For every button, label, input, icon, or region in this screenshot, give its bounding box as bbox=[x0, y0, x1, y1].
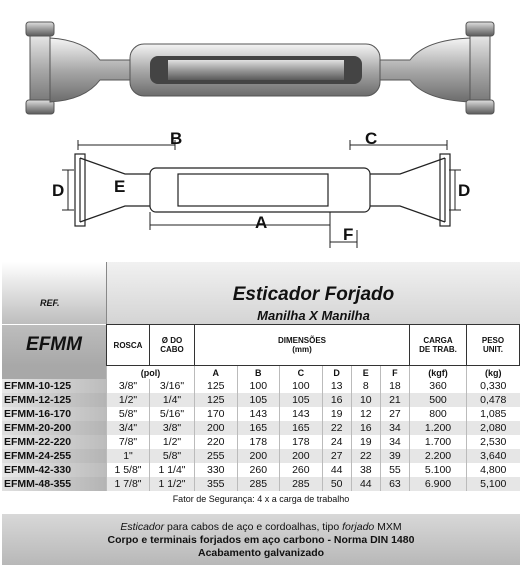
label-d-left: D bbox=[52, 181, 65, 200]
unit-pol: (pol) bbox=[107, 366, 195, 380]
ref-label: REF. bbox=[40, 298, 60, 308]
cell-e: 38 bbox=[351, 463, 380, 477]
col-peso-line2: UNIT. bbox=[483, 345, 503, 354]
table-header bbox=[2, 262, 520, 324]
cell-rosca: 3/8" bbox=[107, 379, 150, 393]
cell-peso: 4,800 bbox=[467, 463, 520, 477]
row-ref-code: EFMM-20-200 bbox=[2, 421, 107, 435]
cell-a: 355 bbox=[195, 477, 238, 491]
cell-b: 165 bbox=[237, 421, 280, 435]
cell-rosca: 7/8" bbox=[107, 435, 150, 449]
row-ref-code: EFMM-12-125 bbox=[2, 393, 107, 407]
cell-carga: 800 bbox=[410, 407, 467, 421]
cell-c: 105 bbox=[280, 393, 323, 407]
cell-f: 21 bbox=[380, 393, 409, 407]
cell-a: 170 bbox=[195, 407, 238, 421]
cell-cabo: 1/2" bbox=[150, 435, 195, 449]
label-a: A bbox=[255, 213, 268, 232]
row-ref-code: EFMM-22-220 bbox=[2, 435, 107, 449]
cell-carga: 1.700 bbox=[410, 435, 467, 449]
cell-cabo: 1 1/2" bbox=[150, 477, 195, 491]
ref-code: EFMM bbox=[26, 334, 82, 355]
cell-e: 44 bbox=[351, 477, 380, 491]
label-e: E bbox=[114, 177, 126, 196]
units-row bbox=[2, 366, 520, 380]
cell-peso: 0,478 bbox=[467, 393, 520, 407]
col-rosca: ROSCA bbox=[107, 325, 150, 366]
col-peso-line1: PESO bbox=[481, 336, 505, 345]
row-ref-code: EFMM-48-355 bbox=[2, 477, 107, 491]
col-peso bbox=[467, 325, 520, 366]
cell-e: 19 bbox=[351, 435, 380, 449]
cell-c: 100 bbox=[280, 379, 323, 393]
table-row bbox=[2, 477, 520, 491]
footer-description bbox=[2, 514, 520, 565]
cell-e: 16 bbox=[351, 421, 380, 435]
cell-d: 44 bbox=[322, 463, 351, 477]
footer-line-1 bbox=[2, 521, 520, 533]
title-box bbox=[107, 262, 520, 324]
cell-d: 24 bbox=[322, 435, 351, 449]
col-carga-line2: DE TRAB. bbox=[419, 345, 457, 354]
unit-d: D bbox=[322, 366, 351, 380]
table-row bbox=[2, 407, 520, 421]
col-carga-line1: CARGA bbox=[423, 336, 453, 345]
table-row bbox=[2, 393, 520, 407]
cell-rosca: 3/4" bbox=[107, 421, 150, 435]
cell-carga: 500 bbox=[410, 393, 467, 407]
footer-italic-1: Esticador bbox=[120, 521, 165, 533]
cell-d: 50 bbox=[322, 477, 351, 491]
unit-a: A bbox=[195, 366, 238, 380]
footer-line-3: Acabamento galvanizado bbox=[197, 547, 325, 559]
cell-cabo: 5/8" bbox=[150, 449, 195, 463]
table-row bbox=[2, 379, 520, 393]
cell-cabo: 1/4" bbox=[150, 393, 195, 407]
label-c: C bbox=[365, 130, 378, 148]
cell-b: 285 bbox=[237, 477, 280, 491]
cell-peso: 2,080 bbox=[467, 421, 520, 435]
unit-c: C bbox=[280, 366, 323, 380]
cell-c: 285 bbox=[280, 477, 323, 491]
column-header-row bbox=[2, 325, 520, 366]
cell-f: 39 bbox=[380, 449, 409, 463]
col-cabo-line1: Ø DO bbox=[161, 336, 183, 345]
cell-cabo: 5/16" bbox=[150, 407, 195, 421]
cell-c: 165 bbox=[280, 421, 323, 435]
footer-italic-2: forjado bbox=[342, 521, 375, 533]
cell-a: 200 bbox=[195, 421, 238, 435]
cell-a: 330 bbox=[195, 463, 238, 477]
label-f: F bbox=[343, 225, 354, 244]
cell-f: 63 bbox=[380, 477, 409, 491]
label-d-right: D bbox=[458, 181, 471, 200]
cell-d: 19 bbox=[322, 407, 351, 421]
cell-b: 178 bbox=[237, 435, 280, 449]
turnbuckle-photo bbox=[0, 0, 522, 130]
unit-kg: (kg) bbox=[467, 366, 520, 380]
cell-rosca: 1" bbox=[107, 449, 150, 463]
table-row bbox=[2, 449, 520, 463]
cell-d: 22 bbox=[322, 421, 351, 435]
cell-f: 34 bbox=[380, 435, 409, 449]
cell-rosca: 1/2" bbox=[107, 393, 150, 407]
product-subtitle: Manilha X Manilha bbox=[257, 308, 370, 323]
cell-cabo: 3/8" bbox=[150, 421, 195, 435]
cell-rosca: 1 5/8" bbox=[107, 463, 150, 477]
cell-carga: 360 bbox=[410, 379, 467, 393]
unit-kgf: (kgf) bbox=[410, 366, 467, 380]
label-b: B bbox=[170, 130, 183, 148]
footer-line-2: Corpo e terminais forjados em aço carbono - Norma DIN 1480 bbox=[107, 534, 415, 546]
cell-a: 220 bbox=[195, 435, 238, 449]
col-cabo-line2: CABO bbox=[160, 345, 184, 354]
footer-text-2: MXM bbox=[374, 521, 402, 533]
cell-e: 12 bbox=[351, 407, 380, 421]
dimension-drawing bbox=[0, 130, 522, 255]
cell-a: 125 bbox=[195, 379, 238, 393]
cell-f: 27 bbox=[380, 407, 409, 421]
cell-c: 178 bbox=[280, 435, 323, 449]
cell-b: 105 bbox=[237, 393, 280, 407]
cell-peso: 1,085 bbox=[467, 407, 520, 421]
cell-peso: 2,530 bbox=[467, 435, 520, 449]
cell-d: 27 bbox=[322, 449, 351, 463]
row-ref-code: EFMM-10-125 bbox=[2, 379, 107, 393]
cell-f: 34 bbox=[380, 421, 409, 435]
col-cabo bbox=[150, 325, 195, 366]
cell-f: 55 bbox=[380, 463, 409, 477]
row-ref-code: EFMM-16-170 bbox=[2, 407, 107, 421]
cell-carga: 2.200 bbox=[410, 449, 467, 463]
unit-b: B bbox=[237, 366, 280, 380]
cell-e: 22 bbox=[351, 449, 380, 463]
cell-b: 143 bbox=[237, 407, 280, 421]
cell-a: 255 bbox=[195, 449, 238, 463]
cell-carga: 5.100 bbox=[410, 463, 467, 477]
safety-factor-note: Fator de Segurança: 4 x a carga de trabalho bbox=[172, 494, 350, 504]
units-ref-cell bbox=[2, 366, 107, 380]
col-dimensoes-line2: (mm) bbox=[292, 345, 312, 354]
col-dimensoes bbox=[195, 325, 410, 366]
cell-rosca: 5/8" bbox=[107, 407, 150, 421]
cell-carga: 1.200 bbox=[410, 421, 467, 435]
unit-e: E bbox=[351, 366, 380, 380]
cell-rosca: 1 7/8" bbox=[107, 477, 150, 491]
unit-f: F bbox=[380, 366, 409, 380]
product-title: Esticador Forjado bbox=[232, 284, 395, 305]
spec-table bbox=[2, 324, 520, 491]
ref-box bbox=[2, 262, 107, 324]
col-carga bbox=[410, 325, 467, 366]
spec-table-panel bbox=[2, 262, 520, 565]
cell-peso: 5,100 bbox=[467, 477, 520, 491]
footer-text-1: para cabos de aço e cordoalhas, tipo bbox=[164, 521, 343, 533]
ref-code-cell bbox=[2, 325, 107, 366]
cell-c: 260 bbox=[280, 463, 323, 477]
table-row bbox=[2, 435, 520, 449]
cell-b: 260 bbox=[237, 463, 280, 477]
table-row bbox=[2, 421, 520, 435]
cell-e: 10 bbox=[351, 393, 380, 407]
cell-b: 200 bbox=[237, 449, 280, 463]
col-dimensoes-line1: DIMENSÕES bbox=[277, 336, 326, 345]
cell-peso: 0,330 bbox=[467, 379, 520, 393]
cell-cabo: 1 1/4" bbox=[150, 463, 195, 477]
cell-peso: 3,640 bbox=[467, 449, 520, 463]
cell-d: 16 bbox=[322, 393, 351, 407]
cell-carga: 6.900 bbox=[410, 477, 467, 491]
table-row bbox=[2, 463, 520, 477]
cell-e: 8 bbox=[351, 379, 380, 393]
row-ref-code: EFMM-24-255 bbox=[2, 449, 107, 463]
row-ref-code: EFMM-42-330 bbox=[2, 463, 107, 477]
cell-b: 100 bbox=[237, 379, 280, 393]
cell-d: 13 bbox=[322, 379, 351, 393]
cell-c: 200 bbox=[280, 449, 323, 463]
cell-c: 143 bbox=[280, 407, 323, 421]
cell-f: 18 bbox=[380, 379, 409, 393]
cell-a: 125 bbox=[195, 393, 238, 407]
cell-cabo: 3/16" bbox=[150, 379, 195, 393]
